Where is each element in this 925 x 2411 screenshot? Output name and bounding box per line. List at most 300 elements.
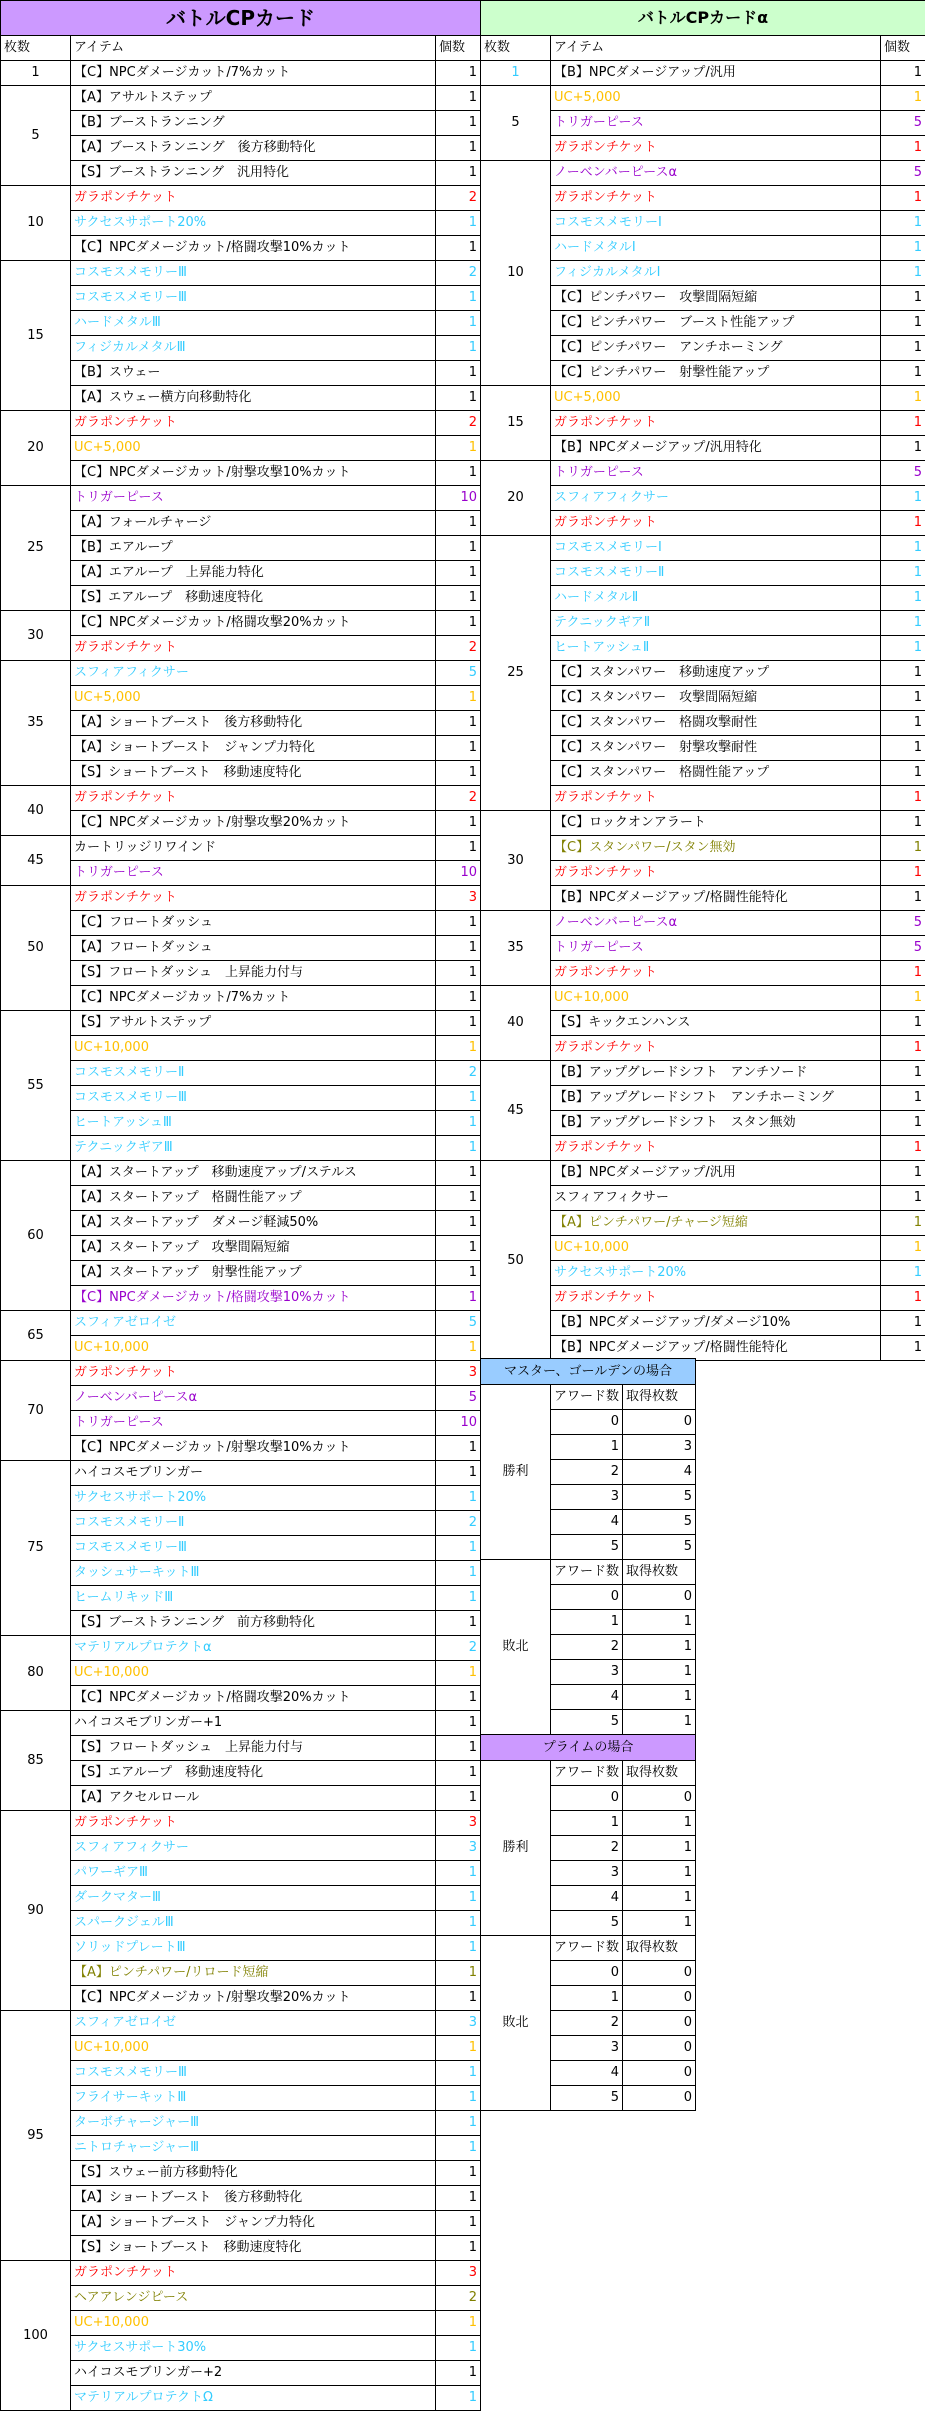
item-name: 【S】ブーストランニング 前方移動特化 — [71, 1611, 436, 1636]
item-name: ハイコスモブリンガー+2 — [71, 2361, 436, 2386]
item-count: 1 — [436, 311, 481, 336]
item-name: 【A】スタートアップ 攻撃間隔短縮 — [71, 1236, 436, 1261]
item-name: ニトロチャージャーⅢ — [71, 2136, 436, 2161]
item-name: ガラポンチケット — [71, 1361, 436, 1386]
item-name: ターボチャージャーⅢ — [71, 2111, 436, 2136]
item-name: UC+5,000 — [71, 436, 436, 461]
item-name: ヘアアレンジピース — [71, 2286, 436, 2311]
item-count: 1 — [881, 536, 925, 561]
item-name: フライサーキットⅢ — [71, 2086, 436, 2111]
table-row — [1, 1836, 481, 1861]
battle-cp-card-alpha-table — [480, 0, 925, 1361]
item-count: 1 — [881, 711, 925, 736]
item-name: トリガーピース — [71, 861, 436, 886]
table-row — [1, 1461, 481, 1486]
item-name: 【B】アップグレードシフト スタン無効 — [551, 1111, 881, 1136]
item-count: 1 — [881, 1286, 925, 1311]
item-name: 【B】NPCダメージアップ/汎用特化 — [551, 436, 881, 461]
item-count: 1 — [436, 2236, 481, 2261]
award-count: 0 — [551, 1585, 623, 1610]
award-count-header: アワード数 — [551, 1385, 623, 1410]
item-name: 【A】ピンチパワー/リロード短縮 — [71, 1961, 436, 1986]
cards-obtained-header: 取得枚数 — [623, 1385, 696, 1410]
item-count: 1 — [436, 286, 481, 311]
item-name: 【C】NPCダメージカット/射撃攻撃20%カット — [71, 1986, 436, 2011]
cards-obtained: 0 — [623, 2061, 696, 2086]
table-row — [481, 811, 925, 836]
table-row — [1, 411, 481, 436]
item-name: ガラポンチケット — [551, 1286, 881, 1311]
item-name: 【A】ショートブースト 後方移動特化 — [71, 2186, 436, 2211]
table-row — [1, 436, 481, 461]
item-count: 1 — [436, 561, 481, 586]
cards-obtained: 1 — [623, 1710, 696, 1735]
item-count: 1 — [436, 1486, 481, 1511]
item-count: 5 — [436, 1386, 481, 1411]
award-count: 0 — [551, 1410, 623, 1435]
item-name: 【B】NPCダメージアップ/汎用 — [551, 61, 881, 86]
item-count: 5 — [881, 461, 925, 486]
item-name: UC+5,000 — [551, 386, 881, 411]
item-name: ガラポンチケット — [71, 2261, 436, 2286]
award-count: 1 — [551, 1811, 623, 1836]
table-row — [1, 1311, 481, 1336]
award-count: 4 — [551, 1510, 623, 1535]
item-name: コスモスメモリーⅢ — [71, 286, 436, 311]
item-count: 1 — [436, 61, 481, 86]
level-cell: 70 — [1, 1361, 71, 1461]
item-name: マテリアルプロテクトα — [71, 1636, 436, 1661]
item-count: 1 — [436, 686, 481, 711]
cards-obtained: 0 — [623, 1961, 696, 1986]
item-name: フィジカルメタルⅢ — [71, 336, 436, 361]
item-name: UC+10,000 — [71, 1036, 436, 1061]
item-name: コスモスメモリーⅢ — [71, 261, 436, 286]
table-row — [1, 1336, 481, 1361]
item-count: 2 — [436, 1061, 481, 1086]
table-row — [1, 1036, 481, 1061]
item-name: ガラポンチケット — [71, 636, 436, 661]
table-row — [1, 886, 481, 911]
table-row — [1, 86, 481, 111]
table-row — [1, 1086, 481, 1111]
item-count: 1 — [436, 1586, 481, 1611]
item-name: タッシュサーキットⅢ — [71, 1561, 436, 1586]
item-name: 【A】ピンチパワー/チャージ短縮 — [551, 1211, 881, 1236]
item-count: 5 — [881, 936, 925, 961]
item-name: UC+10,000 — [71, 2311, 436, 2336]
item-name: 【A】ブーストランニング 後方移動特化 — [71, 136, 436, 161]
item-name: サクセスサポート20% — [71, 1486, 436, 1511]
item-count: 1 — [436, 711, 481, 736]
award-header-row — [481, 1385, 696, 1410]
item-name: UC+10,000 — [71, 2036, 436, 2061]
table-row — [1, 836, 481, 861]
item-count: 3 — [436, 1811, 481, 1836]
award-count: 2 — [551, 2011, 623, 2036]
table-row — [1, 1861, 481, 1886]
item-count: 1 — [881, 386, 925, 411]
table-row — [481, 161, 925, 186]
table-row — [1, 1611, 481, 1636]
item-count: 5 — [436, 1311, 481, 1336]
level-cell: 5 — [481, 86, 551, 161]
level-cell: 30 — [481, 811, 551, 911]
item-name: 【S】ブーストランニング 汎用特化 — [71, 161, 436, 186]
table-row — [1, 236, 481, 261]
item-count: 1 — [881, 1011, 925, 1036]
item-count: 3 — [436, 886, 481, 911]
level-cell: 90 — [1, 1811, 71, 2011]
item-count: 1 — [436, 1211, 481, 1236]
item-name: 【A】アサルトステップ — [71, 86, 436, 111]
award-count: 0 — [551, 1961, 623, 1986]
table-row — [1, 536, 481, 561]
item-name: 【C】NPCダメージカット/射撃攻撃10%カット — [71, 461, 436, 486]
table-row — [481, 61, 925, 86]
item-name: 【C】NPCダメージカット/格闘攻撃20%カット — [71, 1686, 436, 1711]
prime-table-body — [481, 1735, 696, 2111]
table-row — [1, 1111, 481, 1136]
item-name: 【A】スタートアップ 射撃性能アップ — [71, 1261, 436, 1286]
item-name: 【S】エアループ 移動速度特化 — [71, 1761, 436, 1786]
item-name: 【S】フロートダッシュ 上昇能力付与 — [71, 961, 436, 986]
cards-obtained: 1 — [623, 1610, 696, 1635]
item-name: スフィアフィクサー — [551, 1186, 881, 1211]
cards-obtained: 0 — [623, 2036, 696, 2061]
award-count: 5 — [551, 1911, 623, 1936]
table-row — [1, 2286, 481, 2311]
item-count: 1 — [881, 561, 925, 586]
item-name: ガラポンチケット — [551, 786, 881, 811]
cards-obtained: 1 — [623, 1660, 696, 1685]
table-row — [1, 486, 481, 511]
table-row — [481, 86, 925, 111]
table-row — [1, 1761, 481, 1786]
item-name: 【C】スタンパワー/スタン無効 — [551, 836, 881, 861]
item-name: スパークジェルⅢ — [71, 1911, 436, 1936]
table-row — [1, 261, 481, 286]
award-count: 5 — [551, 1710, 623, 1735]
item-name: 【S】ショートブースト 移動速度特化 — [71, 2236, 436, 2261]
item-name: 【C】スタンパワー 攻撃間隔短縮 — [551, 686, 881, 711]
table-row — [481, 461, 925, 486]
table-row — [1, 2211, 481, 2236]
table-row — [1, 661, 481, 686]
item-name: カートリッジリワインド — [71, 836, 436, 861]
table-row — [1, 1011, 481, 1036]
table-row — [1, 286, 481, 311]
item-name: トリガーピース — [71, 486, 436, 511]
item-name: ヒートアッシュⅢ — [71, 1111, 436, 1136]
item-count: 1 — [436, 2311, 481, 2336]
item-count: 1 — [436, 911, 481, 936]
master-golden-award-table — [480, 1358, 696, 1735]
table-row — [1, 1411, 481, 1436]
item-count: 2 — [436, 636, 481, 661]
item-count: 1 — [436, 2036, 481, 2061]
item-count: 1 — [881, 1036, 925, 1061]
cards-obtained: 0 — [623, 1986, 696, 2011]
item-name: UC+10,000 — [551, 986, 881, 1011]
item-name: ガラポンチケット — [71, 786, 436, 811]
table-row — [1, 636, 481, 661]
item-count: 1 — [436, 2086, 481, 2111]
level-cell: 20 — [1, 411, 71, 486]
item-name: 【C】ピンチパワー 射撃性能アップ — [551, 361, 881, 386]
level-cell: 20 — [481, 461, 551, 536]
item-name: テクニックギアⅢ — [71, 1136, 436, 1161]
table-row — [1, 586, 481, 611]
table-row — [1, 1236, 481, 1261]
item-count: 1 — [436, 511, 481, 536]
item-count: 1 — [436, 611, 481, 636]
item-count: 1 — [436, 936, 481, 961]
table-row — [1, 1211, 481, 1236]
award-count: 5 — [551, 2086, 623, 2111]
right-table-body — [481, 61, 925, 1361]
item-count: 1 — [881, 861, 925, 886]
level-cell: 45 — [481, 1061, 551, 1161]
level-cell: 75 — [1, 1461, 71, 1636]
prime-title: プライムの場合 — [481, 1735, 696, 1761]
item-name: 【A】スタートアップ 移動速度アップ/ステルス — [71, 1161, 436, 1186]
item-count: 1 — [881, 411, 925, 436]
item-count: 1 — [436, 1136, 481, 1161]
award-count: 3 — [551, 1485, 623, 1510]
item-count: 1 — [436, 1086, 481, 1111]
cards-obtained-header: 取得枚数 — [623, 1936, 696, 1961]
table-row — [1, 186, 481, 211]
item-name: ハイコスモブリンガー — [71, 1461, 436, 1486]
item-count: 1 — [436, 986, 481, 1011]
item-count: 1 — [436, 386, 481, 411]
item-count: 1 — [436, 961, 481, 986]
item-count: 10 — [436, 486, 481, 511]
item-name: 【B】NPCダメージアップ/格闘性能特化 — [551, 1336, 881, 1361]
table-row — [1, 2136, 481, 2161]
level-cell: 80 — [1, 1636, 71, 1711]
item-count: 1 — [436, 2361, 481, 2386]
table-row — [1, 786, 481, 811]
level-cell: 95 — [1, 2011, 71, 2261]
item-name: 【C】ピンチパワー アンチホーミング — [551, 336, 881, 361]
item-count: 1 — [881, 686, 925, 711]
item-count: 1 — [881, 311, 925, 336]
item-name: ハードメタルⅠ — [551, 236, 881, 261]
item-count: 1 — [436, 1111, 481, 1136]
item-count: 1 — [881, 586, 925, 611]
table-row — [1, 1936, 481, 1961]
item-count: 1 — [881, 61, 925, 86]
item-count: 1 — [881, 1236, 925, 1261]
left-header-level: 枚数 — [1, 36, 71, 61]
award-header-row — [481, 1761, 696, 1786]
item-count: 1 — [436, 2336, 481, 2361]
item-count: 1 — [436, 1286, 481, 1311]
item-count: 1 — [436, 361, 481, 386]
item-name: 【B】NPCダメージアップ/格闘性能特化 — [551, 886, 881, 911]
item-name: UC+5,000 — [71, 686, 436, 711]
table-row — [1, 2361, 481, 2386]
level-cell: 40 — [1, 786, 71, 836]
item-count: 1 — [436, 811, 481, 836]
item-name: 【C】NPCダメージカット/射撃攻撃20%カット — [71, 811, 436, 836]
item-count: 2 — [436, 1636, 481, 1661]
item-name: ガラポンチケット — [551, 511, 881, 536]
table-row — [1, 1811, 481, 1836]
item-count: 1 — [436, 1861, 481, 1886]
item-count: 1 — [881, 1136, 925, 1161]
item-count: 5 — [436, 661, 481, 686]
item-count: 10 — [436, 861, 481, 886]
item-count: 5 — [881, 161, 925, 186]
item-count: 3 — [436, 1836, 481, 1861]
award-count: 2 — [551, 1836, 623, 1861]
item-name: 【C】NPCダメージカット/格闘攻撃10%カット — [71, 1286, 436, 1311]
left-header-count: 個数 — [436, 36, 481, 61]
table-row — [1, 386, 481, 411]
table-row — [1, 711, 481, 736]
table-row — [1, 1386, 481, 1411]
item-count: 1 — [436, 1036, 481, 1061]
item-name: ノーベンバーピースα — [71, 1386, 436, 1411]
item-count: 1 — [436, 1711, 481, 1736]
item-name: 【S】キックエンハンス — [551, 1011, 881, 1036]
table-row — [1, 761, 481, 786]
item-name: ガラポンチケット — [551, 411, 881, 436]
level-cell: 40 — [481, 986, 551, 1061]
table-row — [481, 1161, 925, 1186]
table-row — [1, 1961, 481, 1986]
left-title: バトルCPカード — [1, 1, 481, 36]
item-name: ガラポンチケット — [71, 1811, 436, 1836]
item-count: 1 — [436, 1236, 481, 1261]
cards-obtained: 1 — [623, 1811, 696, 1836]
item-count: 1 — [436, 1736, 481, 1761]
left-header-item: アイテム — [71, 36, 436, 61]
item-count: 1 — [881, 436, 925, 461]
item-count: 1 — [881, 1086, 925, 1111]
item-name: コスモスメモリーⅢ — [71, 2061, 436, 2086]
item-name: サクセスサポート20% — [71, 211, 436, 236]
table-row — [1, 2386, 481, 2411]
award-count: 2 — [551, 1635, 623, 1660]
item-count: 1 — [436, 1786, 481, 1811]
item-count: 1 — [436, 161, 481, 186]
item-count: 1 — [436, 211, 481, 236]
item-name: 【C】ピンチパワー ブースト性能アップ — [551, 311, 881, 336]
item-name: 【S】エアループ 移動速度特化 — [71, 586, 436, 611]
table-row — [1, 2261, 481, 2286]
item-name: ガラポンチケット — [71, 186, 436, 211]
item-count: 3 — [436, 1361, 481, 1386]
item-count: 1 — [436, 2386, 481, 2411]
item-name: 【B】NPCダメージアップ/ダメージ10% — [551, 1311, 881, 1336]
table-row — [1, 1736, 481, 1761]
item-name: 【C】NPCダメージカット/射撃攻撃10%カット — [71, 1436, 436, 1461]
item-count: 1 — [881, 1061, 925, 1086]
table-row — [481, 536, 925, 561]
item-name: ノーベンバーピースα — [551, 161, 881, 186]
item-count: 1 — [881, 136, 925, 161]
level-cell: 10 — [481, 161, 551, 386]
award-count: 1 — [551, 1986, 623, 2011]
table-row — [1, 2161, 481, 2186]
table-row — [1, 2036, 481, 2061]
level-cell: 100 — [1, 2261, 71, 2411]
item-count: 1 — [436, 2161, 481, 2186]
item-name: コスモスメモリーⅡ — [71, 1511, 436, 1536]
item-name: ハードメタルⅡ — [551, 586, 881, 611]
table-row — [1, 961, 481, 986]
table-row — [1, 1161, 481, 1186]
item-count: 2 — [436, 261, 481, 286]
table-row — [1, 511, 481, 536]
award-count: 4 — [551, 2061, 623, 2086]
item-count: 1 — [881, 836, 925, 861]
item-count: 1 — [436, 1611, 481, 1636]
award-header-row — [481, 1936, 696, 1961]
item-name: ハイコスモブリンガー+1 — [71, 1711, 436, 1736]
item-count: 1 — [436, 436, 481, 461]
level-cell: 30 — [1, 611, 71, 661]
table-row — [1, 986, 481, 1011]
level-cell: 45 — [1, 836, 71, 886]
item-name: 【C】NPCダメージカット/7%カット — [71, 986, 436, 1011]
table-row — [1, 361, 481, 386]
master-table-body — [481, 1359, 696, 1735]
item-count: 1 — [436, 236, 481, 261]
table-row — [1, 1561, 481, 1586]
item-name: 【A】スタートアップ 格闘性能アップ — [71, 1186, 436, 1211]
table-row — [1, 1136, 481, 1161]
table-row — [1, 1261, 481, 1286]
item-name: 【A】ショートブースト ジャンプ力特化 — [71, 736, 436, 761]
item-name: 【A】ショートブースト ジャンプ力特化 — [71, 2211, 436, 2236]
item-count: 1 — [436, 461, 481, 486]
award-count-header: アワード数 — [551, 1936, 623, 1961]
item-name: UC+10,000 — [71, 1661, 436, 1686]
item-count: 1 — [436, 2211, 481, 2236]
table-row — [1, 1586, 481, 1611]
item-name: マテリアルプロテクトΩ — [71, 2386, 436, 2411]
cards-obtained-header: 取得枚数 — [623, 1560, 696, 1585]
cards-obtained: 4 — [623, 1460, 696, 1485]
item-name: スフィアゼロイゼ — [71, 1311, 436, 1336]
item-name: スフィアフィクサー — [71, 1836, 436, 1861]
item-count: 1 — [436, 1886, 481, 1911]
table-row — [1, 1486, 481, 1511]
level-cell: 55 — [1, 1011, 71, 1161]
item-count: 1 — [436, 136, 481, 161]
item-count: 1 — [881, 211, 925, 236]
level-cell: 85 — [1, 1711, 71, 1811]
table-row — [1, 911, 481, 936]
table-row — [1, 111, 481, 136]
item-name: フィジカルメタルⅠ — [551, 261, 881, 286]
item-name: スフィアフィクサー — [71, 661, 436, 686]
item-count: 1 — [436, 736, 481, 761]
item-count: 1 — [436, 2111, 481, 2136]
item-name: UC+10,000 — [551, 1236, 881, 1261]
item-name: 【A】エアループ 上昇能力特化 — [71, 561, 436, 586]
award-count-header: アワード数 — [551, 1761, 623, 1786]
left-table-body — [1, 61, 481, 2411]
item-name: 【A】スウェー横方向移動特化 — [71, 386, 436, 411]
level-cell: 1 — [481, 61, 551, 86]
item-name: 【A】スタートアップ ダメージ軽減50% — [71, 1211, 436, 1236]
